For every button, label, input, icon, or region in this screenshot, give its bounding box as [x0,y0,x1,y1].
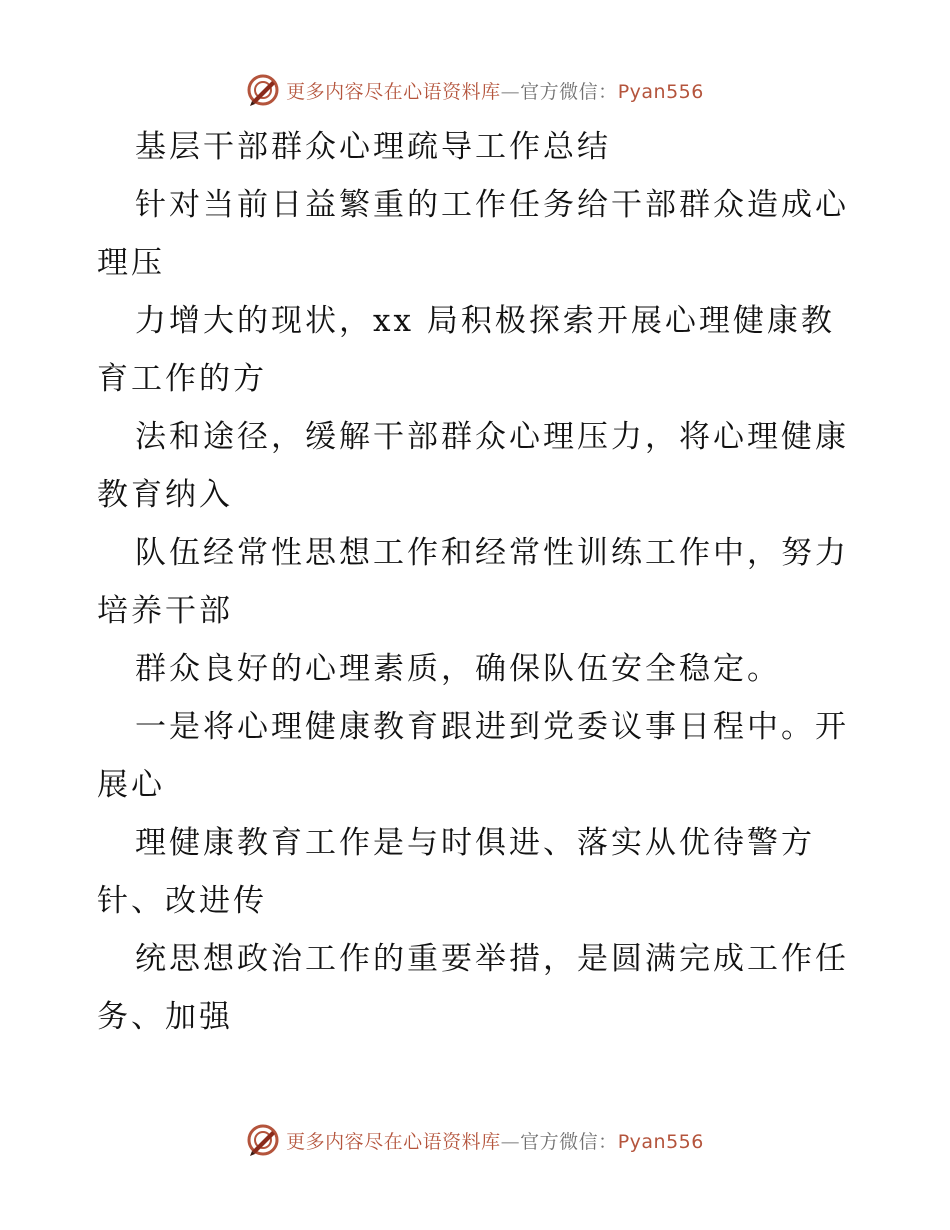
watermark-separator: — [500,1130,521,1153]
text-line: 队伍经常性思想工作和经常性训练工作中，努力 [135,535,849,571]
text-line: 法和途径，缓解干部群众心理压力，将心理健康 [135,419,849,455]
footer-watermark [0,1122,950,1158]
text-line: 针、改进传 [97,883,267,919]
watermark-site-text: 更多内容尽在心语资料库 [286,80,501,103]
document-title: 基层干部群众心理疏导工作总结 [135,129,611,165]
text-line: 针对当前日益繁重的工作任务给干部群众造成心 [135,187,849,223]
watermark-official-label: 官方微信： [520,1130,618,1153]
watermark-account: Pyan556 [617,1130,704,1153]
text-line: 理压 [97,245,165,281]
text-line: 培养干部 [97,593,233,629]
watermark-text [286,77,704,104]
watermark-account: Pyan556 [617,80,704,103]
text-line: 育工作的方 [97,361,267,397]
watermark-text [286,1127,704,1154]
text-line: 教育纳入 [97,477,233,513]
document-body [97,118,867,1046]
header-watermark [0,72,950,108]
text-line: 理健康教育工作是与时俱进、落实从优待警方 [135,825,815,861]
watermark-group [246,73,704,107]
text-line: 展心 [97,767,165,803]
pen-logo-icon [246,73,280,107]
watermark-group [246,1123,704,1157]
pen-logo-icon [246,1123,280,1157]
text-line: 务、加强 [97,999,233,1035]
watermark-official-label: 官方微信： [520,80,618,103]
watermark-site-text: 更多内容尽在心语资料库 [286,1130,501,1153]
text-line: 一是将心理健康教育跟进到党委议事日程中。开 [135,709,849,745]
text-line: 统思想政治工作的重要举措，是圆满完成工作任 [135,941,849,977]
text-line: 群众良好的心理素质，确保队伍安全稳定。 [135,651,781,687]
watermark-separator: — [500,80,521,103]
text-line: 力增大的现状，xx 局积极探索开展心理健康教 [135,303,835,339]
